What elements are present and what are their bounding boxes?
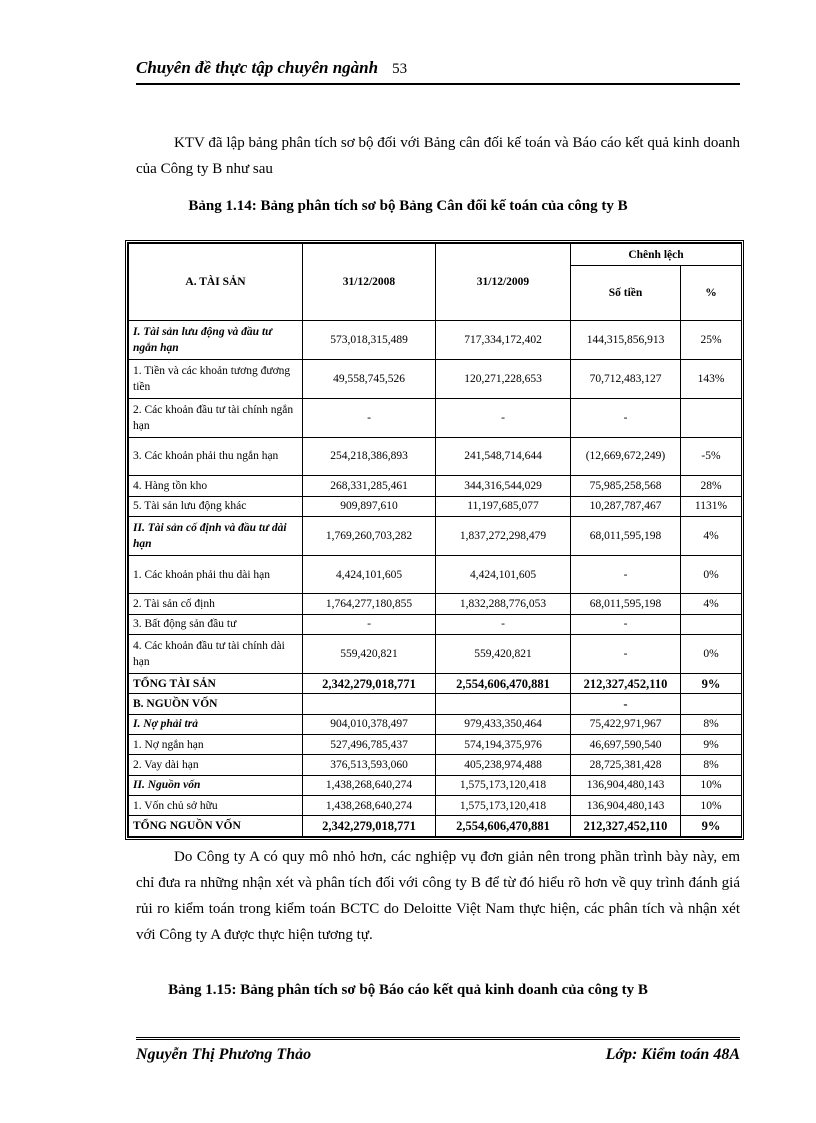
col-header-asset: A. TÀI SẢN [129, 244, 303, 321]
row-label: I. Tài sản lưu động và đầu tư ngắn hạn [129, 321, 303, 360]
diff-pct: 9% [681, 816, 742, 837]
author-name: Nguyễn Thị Phương Thảo [136, 1046, 312, 1063]
table-row [129, 775, 742, 795]
row-label: II. Tài sản cố định và đầu tư dài hạn [129, 516, 303, 555]
value-2009: 405,238,974,488 [436, 755, 571, 775]
row-label: II. Nguồn vốn [129, 775, 303, 795]
table-row [129, 398, 742, 437]
diff-amount: - [571, 555, 681, 594]
diff-pct: 143% [681, 360, 742, 399]
footer-rule [136, 1037, 740, 1040]
value-2009: 1,575,173,120,418 [436, 796, 571, 816]
row-label: 3. Các khoản phải thu ngắn hạn [129, 437, 303, 476]
value-2009 [436, 694, 571, 714]
value-2008: - [303, 398, 436, 437]
col-header-2008: 31/12/2008 [303, 244, 436, 321]
diff-amount: 10,287,787,467 [571, 496, 681, 516]
intro-text: KTV đã lập bảng phân tích sơ bộ đối với Bảng cân đối kế toán và Báo cáo kết quả kinh doanh của Công ty B như sau [136, 135, 740, 177]
diff-pct [681, 694, 742, 714]
intro-paragraph [136, 130, 740, 182]
value-2008: 1,764,277,180,855 [303, 594, 436, 614]
row-label: 5. Tài sản lưu động khác [129, 496, 303, 516]
value-2009: 4,424,101,605 [436, 555, 571, 594]
page-header [136, 58, 740, 78]
balance-sheet-table [128, 243, 742, 837]
row-label: TỔNG NGUỒN VỐN [129, 816, 303, 837]
diff-amount: (12,669,672,249) [571, 437, 681, 476]
row-label: 1. Nợ ngắn hạn [129, 734, 303, 754]
value-2008: 559,420,821 [303, 635, 436, 674]
value-2009: 2,554,606,470,881 [436, 816, 571, 837]
diff-amount: - [571, 614, 681, 634]
analysis-paragraph [136, 844, 740, 948]
class-name: Lớp: Kiểm toán 48A [605, 1046, 740, 1063]
row-label: 1. Tiền và các khoản tương đương tiền [129, 360, 303, 399]
diff-pct: 28% [681, 476, 742, 496]
diff-pct [681, 398, 742, 437]
table-row [129, 516, 742, 555]
diff-pct: 0% [681, 555, 742, 594]
col-header-2009: 31/12/2009 [436, 244, 571, 321]
value-2009: - [436, 614, 571, 634]
value-2008: 909,897,610 [303, 496, 436, 516]
diff-pct: 8% [681, 714, 742, 734]
row-label: 4. Các khoản đầu tư tài chính dài hạn [129, 635, 303, 674]
row-label: 2. Vay dài hạn [129, 755, 303, 775]
diff-amount: 70,712,483,127 [571, 360, 681, 399]
table-row [129, 614, 742, 634]
value-2009: 344,316,544,029 [436, 476, 571, 496]
table-row [129, 437, 742, 476]
diff-amount: 28,725,381,428 [571, 755, 681, 775]
table-row [129, 734, 742, 754]
table-row [129, 476, 742, 496]
value-2009: 241,548,714,644 [436, 437, 571, 476]
row-label: 4. Hàng tồn kho [129, 476, 303, 496]
value-2009: - [436, 398, 571, 437]
diff-pct: -5% [681, 437, 742, 476]
value-2009: 559,420,821 [436, 635, 571, 674]
row-label: 2. Tài sản cố định [129, 594, 303, 614]
value-2008: 268,331,285,461 [303, 476, 436, 496]
value-2009: 1,575,173,120,418 [436, 775, 571, 795]
diff-amount: - [571, 694, 681, 714]
col-header-amount: Số tiền [571, 266, 681, 321]
diff-amount: 75,422,971,967 [571, 714, 681, 734]
diff-pct: 4% [681, 516, 742, 555]
table-row [129, 321, 742, 360]
row-label: 1. Vốn chủ sở hữu [129, 796, 303, 816]
diff-amount: 144,315,856,913 [571, 321, 681, 360]
row-label: B. NGUỒN VỐN [129, 694, 303, 714]
table-caption-2: Bảng 1.15: Bảng phân tích sơ bộ Báo cáo kết quả kinh doanh của công ty B [168, 982, 648, 998]
diff-amount: - [571, 398, 681, 437]
value-2009: 717,334,172,402 [436, 321, 571, 360]
table-row [129, 594, 742, 614]
diff-pct: 9% [681, 673, 742, 693]
value-2008: 573,018,315,489 [303, 321, 436, 360]
value-2008: 1,769,260,703,282 [303, 516, 436, 555]
diff-amount: 75,985,258,568 [571, 476, 681, 496]
value-2009: 1,837,272,298,479 [436, 516, 571, 555]
value-2008: 2,342,279,018,771 [303, 816, 436, 837]
table-row [129, 714, 742, 734]
table-row [129, 694, 742, 714]
table-row [129, 796, 742, 816]
page-footer [136, 1037, 740, 1064]
value-2008: 49,558,745,526 [303, 360, 436, 399]
diff-amount: 212,327,452,110 [571, 816, 681, 837]
diff-amount: 68,011,595,198 [571, 516, 681, 555]
value-2008: 1,438,268,640,274 [303, 775, 436, 795]
diff-amount: 136,904,480,143 [571, 775, 681, 795]
value-2008: 904,010,378,497 [303, 714, 436, 734]
value-2009: 120,271,228,653 [436, 360, 571, 399]
value-2008: 376,513,593,060 [303, 755, 436, 775]
diff-amount: 46,697,590,540 [571, 734, 681, 754]
value-2008 [303, 694, 436, 714]
value-2008: 4,424,101,605 [303, 555, 436, 594]
document-title: Chuyên đề thực tập chuyên ngành [136, 58, 379, 77]
row-label: 2. Các khoản đầu tư tài chính ngắn hạn [129, 398, 303, 437]
diff-amount: 212,327,452,110 [571, 673, 681, 693]
value-2008: 527,496,785,437 [303, 734, 436, 754]
table-row [129, 555, 742, 594]
header-rule [136, 83, 740, 85]
table-row [129, 673, 742, 693]
col-header-diff: Chênh lệch [571, 244, 742, 266]
row-label: TỔNG TÀI SẢN [129, 673, 303, 693]
value-2009: 574,194,375,976 [436, 734, 571, 754]
value-2008: 1,438,268,640,274 [303, 796, 436, 816]
value-2009: 11,197,685,077 [436, 496, 571, 516]
diff-pct: 10% [681, 796, 742, 816]
col-header-pct: % [681, 266, 742, 321]
diff-pct: 10% [681, 775, 742, 795]
table-row [129, 635, 742, 674]
value-2008: 2,342,279,018,771 [303, 673, 436, 693]
diff-pct: 4% [681, 594, 742, 614]
table-row [129, 496, 742, 516]
table-row [129, 816, 742, 837]
diff-pct: 25% [681, 321, 742, 360]
analysis-text: Do Công ty A có quy mô nhỏ hơn, các nghiệp vụ đơn giản nên trong phần trình bày này, em chỉ đưa ra những nhận xét và phân tích đối với công ty B để từ đó hiểu rõ hơn về quy trình đánh giá rủi ro kiểm toán trong kiểm toán BCTC do Deloitte Việt Nam thực hiện, các phân tích và nhận xét với Công ty A được thực hiện tương tự. [136, 849, 740, 943]
diff-pct: 1131% [681, 496, 742, 516]
diff-pct [681, 614, 742, 634]
table-row [129, 755, 742, 775]
table-row [129, 360, 742, 399]
diff-pct: 0% [681, 635, 742, 674]
table-caption-1: Bảng 1.14: Bảng phân tích sơ bộ Bảng Cân đối kế toán của công ty B [188, 198, 628, 214]
diff-pct: 8% [681, 755, 742, 775]
diff-pct: 9% [681, 734, 742, 754]
diff-amount: 136,904,480,143 [571, 796, 681, 816]
row-label: 3. Bất động sản đầu tư [129, 614, 303, 634]
value-2009: 2,554,606,470,881 [436, 673, 571, 693]
diff-amount: - [571, 635, 681, 674]
page-number: 53 [392, 61, 408, 77]
value-2008: 254,218,386,893 [303, 437, 436, 476]
balance-sheet-table-frame [125, 240, 744, 840]
value-2009: 979,433,350,464 [436, 714, 571, 734]
row-label: I. Nợ phải trả [129, 714, 303, 734]
diff-amount: 68,011,595,198 [571, 594, 681, 614]
value-2008: - [303, 614, 436, 634]
row-label: 1. Các khoản phải thu dài hạn [129, 555, 303, 594]
value-2009: 1,832,288,776,053 [436, 594, 571, 614]
